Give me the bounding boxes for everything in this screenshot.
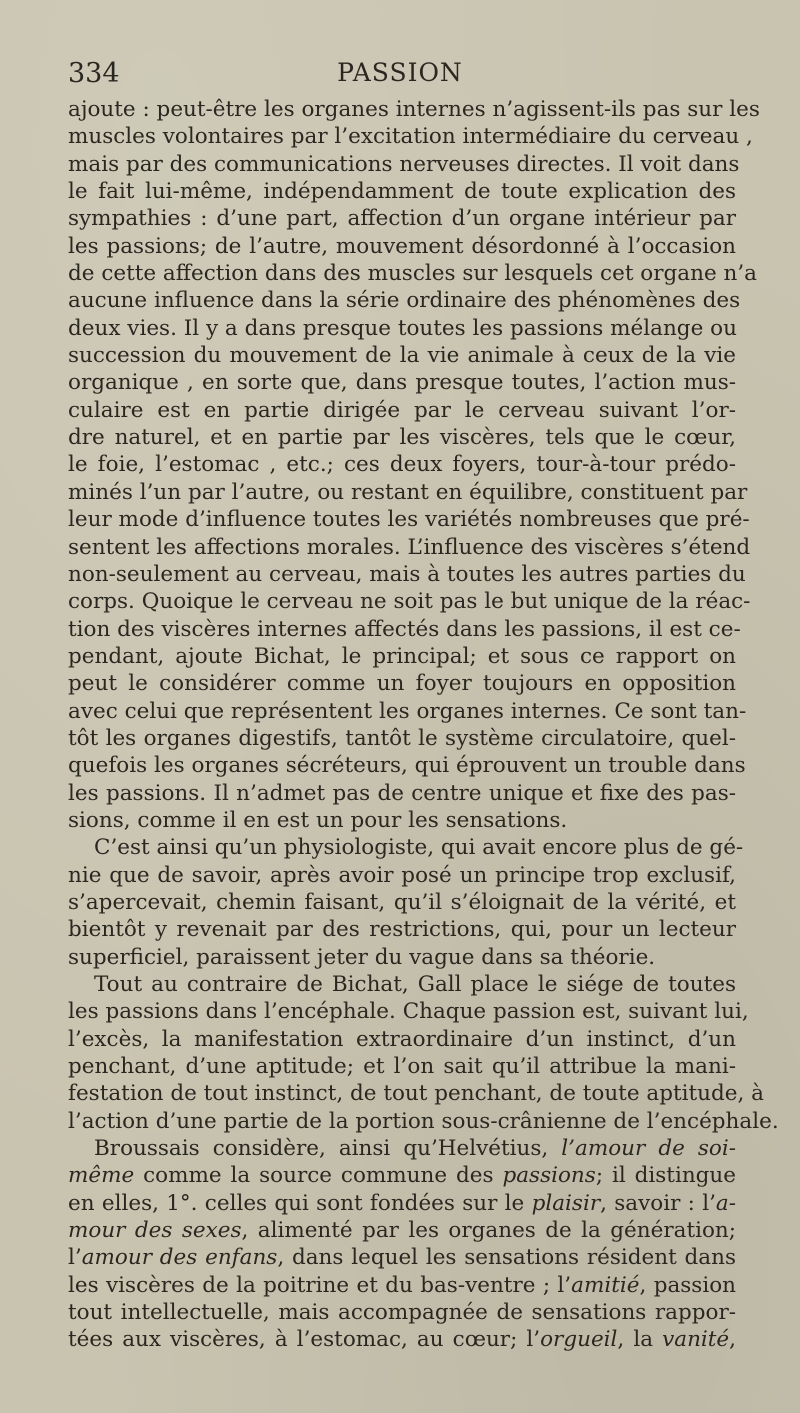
text-line: penchant, d’une aptitude; et l’on sait qu’il attribue la mani- [68,1054,736,1080]
text-line: C’est ainsi qu’un physiologiste, qui avait encore plus de gé- [94,835,744,861]
text-line: tion des viscères internes affectés dans les passions, il est ce- [68,616,741,642]
text-line: avec celui que représentent les organes internes. Ce sont tan- [68,698,747,724]
text-line: Tout au contraire de Bichat, Gall place le siége de toutes [94,972,736,997]
text-line: mais par des communications nerveuses directes. Il voit dans [68,151,740,177]
text-line: les passions dans l’encéphale. Chaque passion est, suivant lui, [68,999,749,1025]
text-line: tout intellectuelle, mais accompagnée de sensations rappor- [68,1300,736,1326]
text-line: l’excès, la manifestation extraordinaire d’un instinct, d’un [68,1026,736,1052]
text-line: nie que de savoir, après avoir posé un principe trop exclusif, [68,862,736,888]
text-line: deux vies. Il y a dans presque toutes les passions mélange ou [68,315,737,341]
text-line: peut le considérer comme un foyer toujours en opposition [68,671,736,697]
text-line: mour des sexes, alimenté par les organes de la génération; [68,1218,736,1244]
text-line: s’apercevait, chemin faisant, qu’il s’éloignait de la vérité, et [68,889,736,915]
text-line: succession du mouvement de la vie animale à ceux de la vie [68,343,736,369]
text-line: sions, comme il en est un pour les sensations. [68,807,568,833]
text-line: bientôt y revenait par des restrictions, qui, pour un lecteur [68,917,736,943]
text-line: organique , en sorte que, dans presque toutes, l’action mus- [68,370,736,396]
body-text [68,96,779,1354]
text-line: sympathies : d’une part, affection d’un organe intérieur par [68,206,736,232]
text-line: pendant, ajoute Bichat, le principal; et sous ce rapport on [68,643,736,669]
text-line: en elles, 1°. celles qui sont fondées sur le plaisir, savoir : l’a- [68,1190,737,1216]
text-line: dre naturel, et en partie par les viscères, tels que le cœur, [68,425,736,451]
text-line: le fait lui-même, indépendamment de toute explication des [68,179,736,205]
text-line: tôt les organes digestifs, tantôt le système circulatoire, quel- [68,725,736,751]
running-head [68,58,732,98]
text-line: festation de tout instinct, de tout penchant, de toute aptitude, à [68,1081,764,1107]
text-line: de cette affection dans des muscles sur lesquels cet organe n’a [68,261,757,287]
text-line: les passions. Il n’admet pas de centre unique et fixe des pas- [68,780,736,806]
text-line: ajoute : peut-être les organes internes n’agissent-ils pas sur les [68,97,760,122]
text-line: aucune influence dans la série ordinaire des phénomènes des [68,288,741,314]
text-line: quefois les organes sécréteurs, qui éprouvent un trouble dans [68,753,746,779]
text-line: non-seulement au cerveau, mais à toutes les autres parties du [68,561,746,587]
text-line: l’action d’une partie de la portion sous-crânienne de l’encéphale. [68,1108,779,1134]
text-line: Broussais considère, ainsi qu’Helvétius, l’amour de soi- [94,1136,736,1162]
text-line: culaire est en partie dirigée par le cerveau suivant l’or- [68,397,736,423]
text-line: l’amour des enfans, dans lequel les sensations résident dans [68,1245,736,1271]
text-line: corps. Quoique le cerveau ne soit pas le but unique de la réac- [68,589,751,615]
text-line: muscles volontaires par l’excitation intermédiaire du cerveau , [68,124,753,150]
text-line: leur mode d’influence toutes les variétés nombreuses que pré- [68,507,750,533]
text-line: tées aux viscères, à l’estomac, au cœur; l’orgueil, la vanité, [68,1327,737,1353]
running-title: PASSION [337,58,463,87]
text-line: le foie, l’estomac , etc.; ces deux foyers, tour-à-tour prédo- [68,452,736,478]
text-line: même comme la source commune des passions; il distingue [68,1163,736,1189]
text-line: minés l’un par l’autre, ou restant en équilibre, constituent par [68,479,748,505]
text-line: sentent les affections morales. L’influence des viscères s’étend [68,534,751,560]
text-line: superficiel, paraissent jeter du vague dans sa théorie. [68,944,656,970]
text-line: les passions; de l’autre, mouvement désordonné à l’occasion [68,233,736,259]
text-line: les viscères de la poitrine et du bas-ventre ; l’amitié, passion [68,1272,737,1298]
page-number: 334 [68,58,120,89]
